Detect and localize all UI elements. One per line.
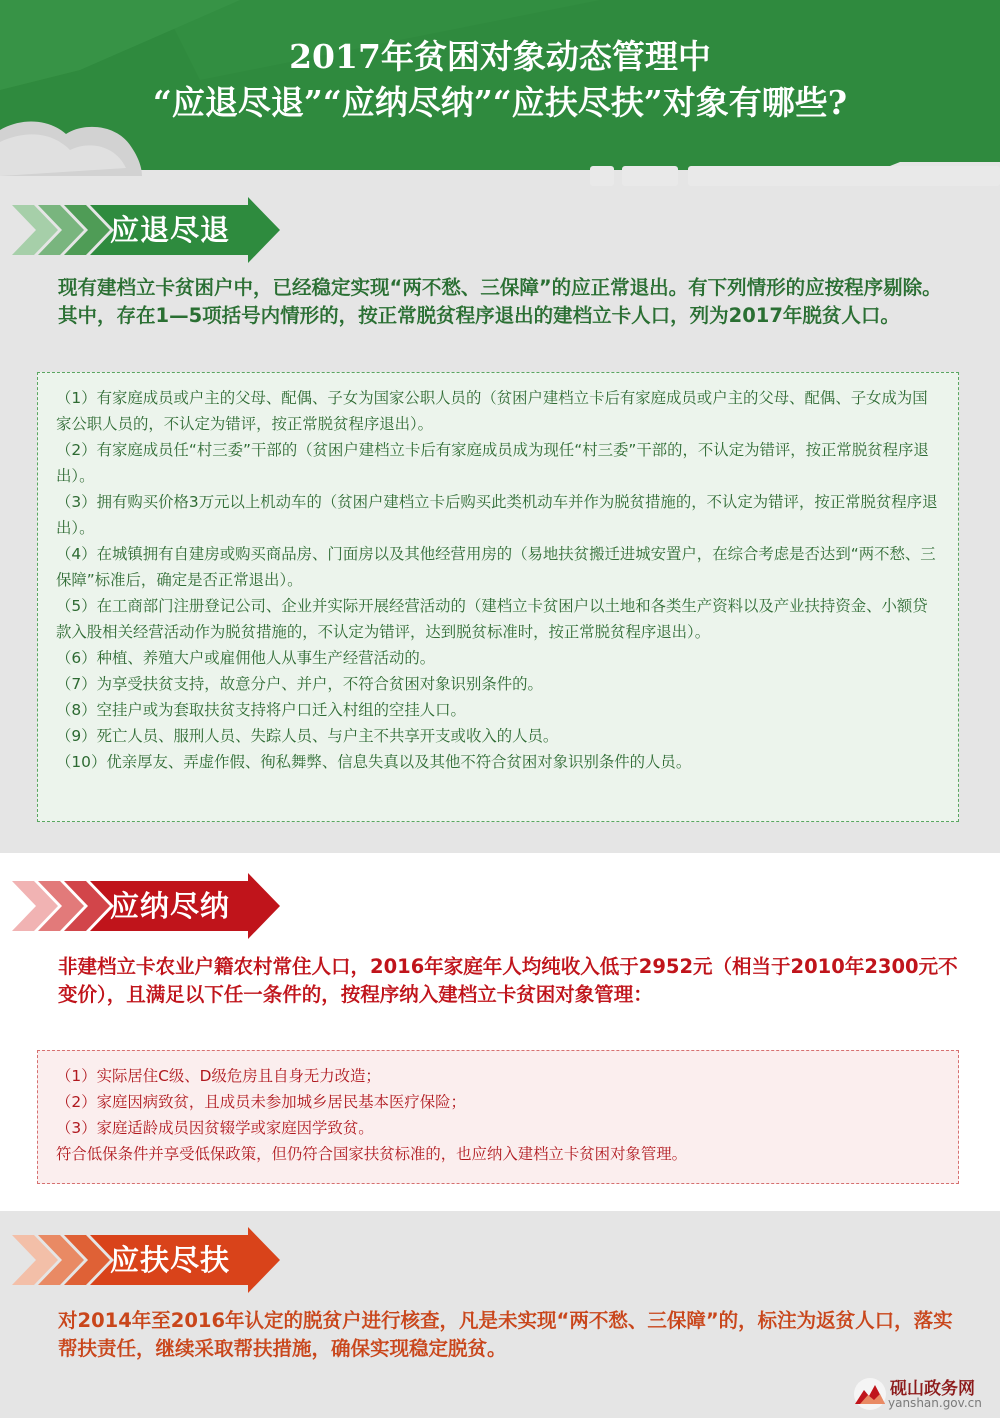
list-item: （3）拥有购买价格3万元以上机动车的（贫困户建档立卡后购买此类机动车并作为脱贫措施的，不认定为错评，按正常脱贫程序退出）。 bbox=[56, 493, 938, 537]
list-item: （4）在城镇拥有自建房或购买商品房、门面房以及其他经营用房的（易地扶贫搬迁进城安置户，在综合考虑是否达到“两不愁、三保障”标准后，确定是否正常退出）。 bbox=[56, 545, 936, 589]
include-criteria-box bbox=[37, 1050, 959, 1184]
list-item: （10）优亲厚友、弄虚作假、徇私舞弊、信息失真以及其他不符合贫困对象识别条件的人员。 bbox=[56, 753, 692, 771]
list-item: （5）在工商部门注册登记公司、企业并实际开展经营活动的（建档立卡贫困户以土地和各类生产资料以及产业扶持资金、小额贷款入股相关经营活动作为脱贫措施的，不认定为错评，达到脱贫标准时，按正常脱贫程序退出）。 bbox=[56, 597, 928, 641]
banner-include-label: 应纳尽纳 bbox=[110, 889, 231, 923]
watermark-logo bbox=[852, 1372, 1000, 1418]
banner-exit-label: 应退尽退 bbox=[110, 213, 231, 247]
list-item: 符合低保条件并享受低保政策，但仍符合国家扶贫标准的，也应纳入建档立卡贫困对象管理。 bbox=[56, 1145, 688, 1163]
banner-support bbox=[12, 1227, 282, 1293]
list-item: （3）家庭适龄成员因贫辍学或家庭因学致贫。 bbox=[56, 1119, 374, 1137]
mountain-icon bbox=[852, 1376, 888, 1412]
exit-criteria-box bbox=[37, 372, 959, 822]
section-include bbox=[0, 853, 1000, 1211]
title-line-2: “应退尽退”“应纳尽纳”“应扶尽扶”对象有哪些? bbox=[152, 83, 848, 122]
list-item: （7）为享受扶贫支持，故意分户、并户，不符合贫困对象识别条件的。 bbox=[56, 675, 543, 693]
page-title bbox=[0, 34, 1000, 126]
watermark-name: 砚山政务网 bbox=[890, 1379, 975, 1399]
watermark-url: yanshan.gov.cn bbox=[888, 1396, 982, 1410]
banner-support-label: 应扶尽扶 bbox=[110, 1243, 231, 1277]
banner-include bbox=[12, 873, 282, 939]
list-item: （6）种植、养殖大户或雇佣他人从事生产经营活动的。 bbox=[56, 649, 436, 667]
banner-exit bbox=[12, 197, 282, 263]
list-item: （8）空挂户或为套取扶贫支持将户口迁入村组的空挂人口。 bbox=[56, 701, 466, 719]
list-item: （2）有家庭成员任“村三委”干部的（贫困户建档立卡后有家庭成员成为现任“村三委”干部的，不认定为错评，按正常脱贫程序退出）。 bbox=[56, 441, 929, 485]
header bbox=[0, 0, 1000, 190]
header-tab-2 bbox=[622, 166, 678, 186]
list-item: （9）死亡人员、服刑人员、失踪人员、与户主不共享开支或收入的人员。 bbox=[56, 727, 559, 745]
list-item: （1）有家庭成员或户主的父母、配偶、子女为国家公职人员的（贫困户建档立卡后有家庭成员或户主的父母、配偶、子女成为国家公职人员的，不认定为错评，按正常脱贫程序退出）。 bbox=[56, 389, 928, 433]
list-item: （1）实际居住C级、D级危房且自身无力改造； bbox=[56, 1067, 381, 1085]
include-intro: 非建档立卡农业户籍农村常住人口，2016年家庭年人均纯收入低于2952元（相当于2010年2300元不变价），且满足以下任一条件的，按程序纳入建档立卡贫困对象管理： bbox=[58, 955, 958, 1006]
exit-intro: 现有建档立卡贫困户中，已经稳定实现“两不愁、三保障”的应正常退出。有下列情形的应按程序剔除。其中，存在1—5项括号内情形的，按正常脱贫程序退出的建档立卡人口，列为2017年脱贫人口。 bbox=[58, 276, 942, 327]
header-tab-3 bbox=[688, 166, 1000, 186]
support-intro: 对2014年至2016年认定的脱贫户进行核查，凡是未实现“两不愁、三保障”的，标注为返贫人口，落实帮扶责任，继续采取帮扶措施，确保实现稳定脱贫。 bbox=[58, 1309, 953, 1360]
header-tab-1 bbox=[590, 166, 614, 186]
section-exit bbox=[0, 190, 1000, 853]
list-item: （2）家庭因病致贫，且成员未参加城乡居民基本医疗保险； bbox=[56, 1093, 466, 1111]
title-line-1: 2017年贫困对象动态管理中 bbox=[289, 37, 711, 76]
section-support bbox=[0, 1211, 1000, 1418]
